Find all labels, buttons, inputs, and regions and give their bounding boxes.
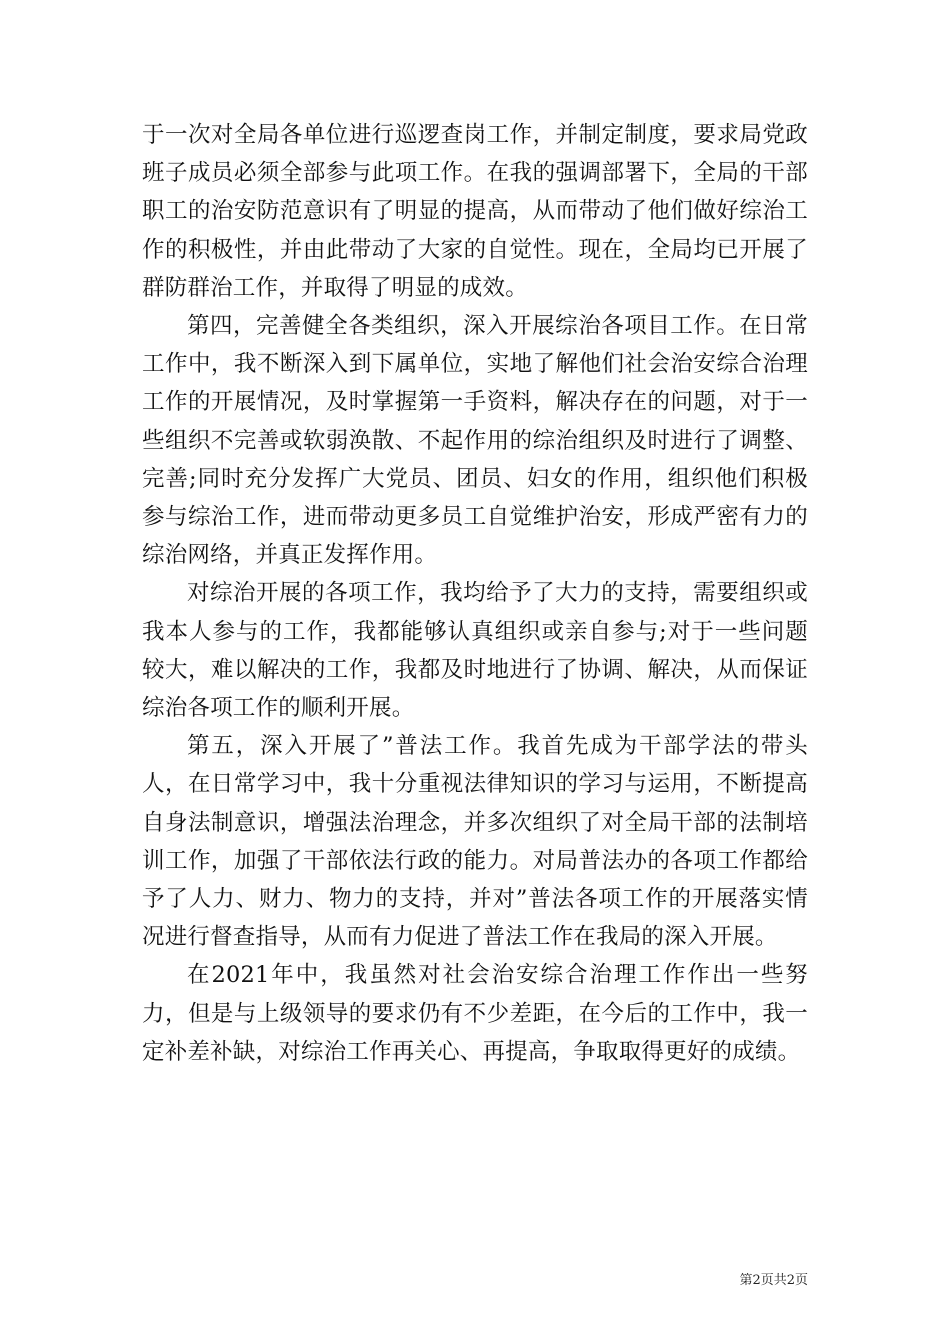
page-number-footer: 第2页共2页 [739,1273,808,1288]
paragraph-2: 第四，完善健全各类组织，深入开展综治各项目工作。在日常工作中，我不断深入到下属单位，实地了解他们社会治安综合治理工作的开展情况，及时掌握第一手资料，解决存在的问题，对于一些组织不完善或软弱涣散、不起作用的综治组织及时进行了调整、完善;同时充分发挥广大党员、团员、妇女的作用，组织他们积极参与综治工作，进而带动更多员工自觉维护治安，形成严密有力的综治网络，并真正发挥作用。 [142,313,808,569]
paragraph-1: 于一次对全局各单位进行巡逻查岗工作，并制定制度，要求局党政班子成员必须全部参与此项工作。在我的强调部署下，全局的干部职工的治安防范意识有了明显的提高，从而带动了他们做好综治工作的积极性，并由此带动了大家的自觉性。现在，全局均已开展了群防群治工作，并取得了明显的成效。 [142,122,808,301]
paragraph-3: 对综治开展的各项工作，我均给予了大力的支持，需要组织或我本人参与的工作，我都能够认真组织或亲自参与;对于一些问题较大，难以解决的工作，我都及时地进行了协调、解决，从而保证综治各项工作的顺利开展。 [142,580,808,722]
paragraph-5: 在2021年中，我虽然对社会治安综合治理工作作出一些努力，但是与上级领导的要求仍有不少差距，在今后的工作中，我一定补差补缺，对综治工作再关心、再提高，争取取得更好的成绩。 [142,962,808,1065]
document-body [142,116,808,1071]
paragraph-4: 第五，深入开展了”普法工作。我首先成为干部学法的带头人，在日常学习中，我十分重视法律知识的学习与运用，不断提高自身法制意识，增强法治理念，并多次组织了对全局干部的法制培训工作，加强了干部依法行政的能力。对局普法办的各项工作都给予了人力、财力、物力的支持，并对”普法各项工作的开展落实情况进行督查指导，从而有力促进了普法工作在我局的深入开展。 [142,733,808,951]
